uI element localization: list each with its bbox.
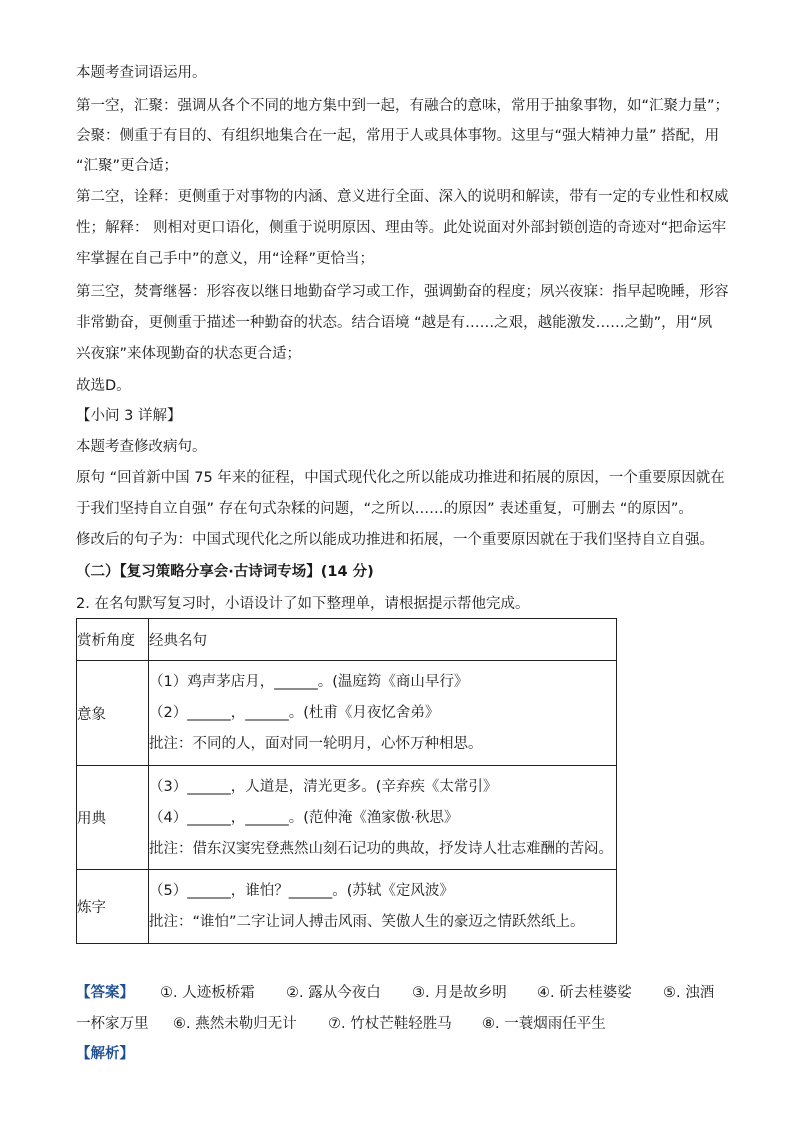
answer-item: ⑧. 一蓑烟雨任平生 — [482, 1016, 606, 1032]
intro-line: 本题考查词语运用。 — [76, 65, 207, 81]
recitation-item: （4）______，______。(范仲淹《渔家傲·秋思》 — [149, 809, 459, 826]
table-row — [77, 766, 617, 870]
subquestion3-line-c: 修改后的句子为：中国式现代化之所以能成功推进和拓展，一个重要原因就在于我们坚持自立自强。 — [76, 532, 714, 548]
answer-item: ⑥. 燕然未勒归无计 — [173, 1016, 297, 1032]
row-content — [149, 870, 617, 944]
header-lines: 经典名句 — [149, 619, 617, 661]
recitation-item: （3）______，人道是，清光更多。(辛弃疾《太常引》 — [149, 778, 498, 795]
answer-item: ⑦. 竹杖芒鞋轻胜马 — [328, 1016, 452, 1032]
recitation-item: （5）______，谁怕？______。(苏轼《定风波》 — [149, 883, 454, 899]
answer-item-continued: 一杯家万里 — [76, 1016, 149, 1032]
annotation-note: 批注：借东汉窦宪登燕然山刻石记功的典故，抒发诗人壮志难酬的苦闷。 — [149, 840, 613, 857]
blank3-line-c: 兴夜寐”来体现勤奋的状态更合适； — [76, 346, 302, 362]
answer-item: ④. 斫去桂婆娑 — [537, 985, 632, 1001]
blank3-line-a: 第三空，焚膏继晷：形容夜以继日地勤奋学习或工作，强调勤奋的程度；夙兴夜寐：指早起晚睡，形容 — [76, 284, 729, 300]
table-row — [77, 870, 617, 944]
row-content — [149, 766, 617, 870]
table-row — [77, 661, 617, 766]
row-category: 用典 — [77, 766, 149, 870]
annotation-note: 批注：不同的人，面对同一轮明月，心怀万种相思。 — [149, 736, 483, 752]
blank2-line-b: 性；解释： 则相对更口语化，侧重于说明原因、理由等。此处说面对外部封锁创造的奇迹对“把命运牢 — [76, 220, 727, 236]
table-header-row — [77, 619, 617, 661]
blank1-line-a: 第一空，汇聚：强调从各个不同的地方集中到一起，有融合的意味，常用于抽象事物，如“汇聚力量”； — [76, 98, 730, 114]
answer-item: ①. 人迹板桥霜 — [160, 985, 255, 1001]
subquestion3-line-a: 原句 “回首新中国 75 年来的征程，中国式现代化之所以能成功推进和拓展的原因，一个重要原因就在 — [76, 470, 725, 486]
header-angle: 赏析角度 — [77, 619, 149, 661]
blank1-line-c: “汇聚”更合适； — [76, 158, 179, 174]
choice-line: 故选D。 — [76, 378, 131, 394]
section-heading: （二）【复习策略分享会·古诗词专场】(14 分) — [76, 564, 374, 580]
blank3-line-b: 非常勤奋，更侧重于描述一种勤奋的状态。结合语境 “越是有……之艰，越能激发……之勤”，用“夙 — [76, 315, 713, 331]
row-category: 意象 — [77, 661, 149, 766]
recitation-item: （1）鸡声茅店月，______。(温庭筠《商山早行》 — [149, 674, 469, 690]
analysis-label: 【解析】 — [76, 1046, 134, 1062]
recitation-item: （2）______，______。(杜甫《月夜忆舍弟》 — [149, 705, 440, 721]
row-content — [149, 661, 617, 766]
blank2-line-a: 第二空，诠释：更侧重于对事物的内涵、意义进行全面、深入的说明和解读，带有一定的专业性和权威 — [76, 189, 729, 205]
recitation-table — [76, 618, 617, 944]
subquestion3-intro: 本题考查修改病句。 — [76, 439, 207, 455]
blank1-line-b: 会聚：侧重于有目的、有组织地集合在一起，常用于人或具体事物。这里与“强大精神力量” 搭配，用 — [76, 128, 720, 144]
subquestion3-heading: 【小问 3 详解】 — [76, 408, 182, 424]
question2-prompt: 2. 在名句默写复习时，小语设计了如下整理单，请根据提示帮他完成。 — [76, 596, 530, 612]
annotation-note: 批注：“谁怕”二字让词人搏击风雨、笑傲人生的豪迈之情跃然纸上。 — [149, 914, 585, 930]
blank2-line-c: 牢掌握在自己手中”的意义，用“诠释”更恰当； — [76, 251, 375, 267]
answer-item: ②. 露从今夜白 — [286, 985, 381, 1001]
subquestion3-line-b: 于我们坚持自立自强” 存在句式杂糅的问题，“之所以……的原因” 表述重复，可删去 “的原因”。 — [76, 501, 693, 517]
answer-label: 【答案】 — [76, 985, 134, 1001]
answer-item: ⑤. 浊酒 — [663, 985, 715, 1001]
answer-item: ③. 月是故乡明 — [412, 985, 507, 1001]
row-category: 炼字 — [77, 870, 149, 944]
